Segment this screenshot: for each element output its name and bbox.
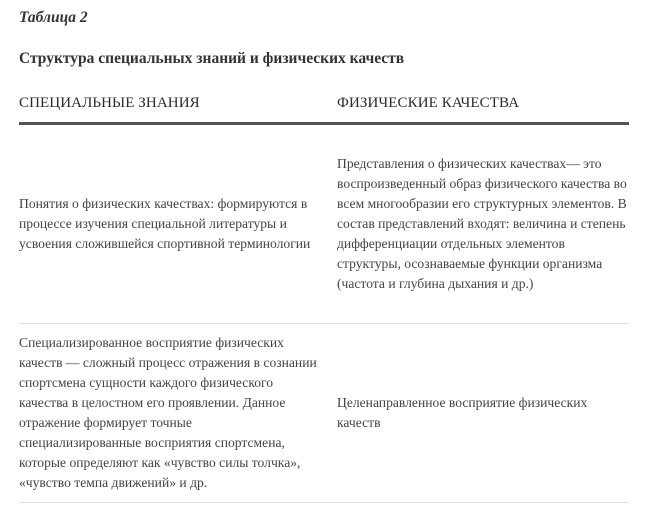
table-cell	[19, 124, 337, 324]
table-cell	[19, 324, 337, 503]
table-header-row	[19, 94, 629, 124]
knowledge-qualities-table	[19, 94, 629, 503]
column-header-physical-qualities: ФИЗИЧЕСКИЕ КАЧЕСТВА	[337, 94, 629, 124]
cell-text: Представления о физических качествах— это воспроизведенный образ физического качества во всем многообразии его структурных элементов. В состав представлений входят: величина и степень дифференциации отдельных элементов структуры, осознаваемые функции организма (частота и глубина дыхания и др.)	[337, 156, 627, 291]
table-cell	[337, 124, 629, 324]
table-caption: Таблица 2	[19, 9, 88, 26]
cell-text: Целенаправленное восприятие физических качеств	[337, 395, 588, 430]
cell-text: Понятия о физических качествах: формируются в процессе изучения специальной литературы и усвоения сложившейся спортивной терминологии	[19, 196, 311, 251]
cell-text: Специализированное восприятие физических качеств — сложный процесс отражения в сознании спортсмена сущности каждого физического качества в целостном его проявлении. Данное отражение формирует точные специализированные восприятия спортсмена, которые определяют как «чувство силы толчка», «чувство темпа движений» и др.	[19, 335, 317, 490]
table-title: Структура специальных знаний и физических качеств	[19, 50, 405, 67]
table-row	[19, 324, 629, 503]
column-header-special-knowledge: СПЕЦИАЛЬНЫЕ ЗНАНИЯ	[19, 94, 337, 124]
table-row	[19, 124, 629, 324]
table-cell	[337, 324, 629, 503]
